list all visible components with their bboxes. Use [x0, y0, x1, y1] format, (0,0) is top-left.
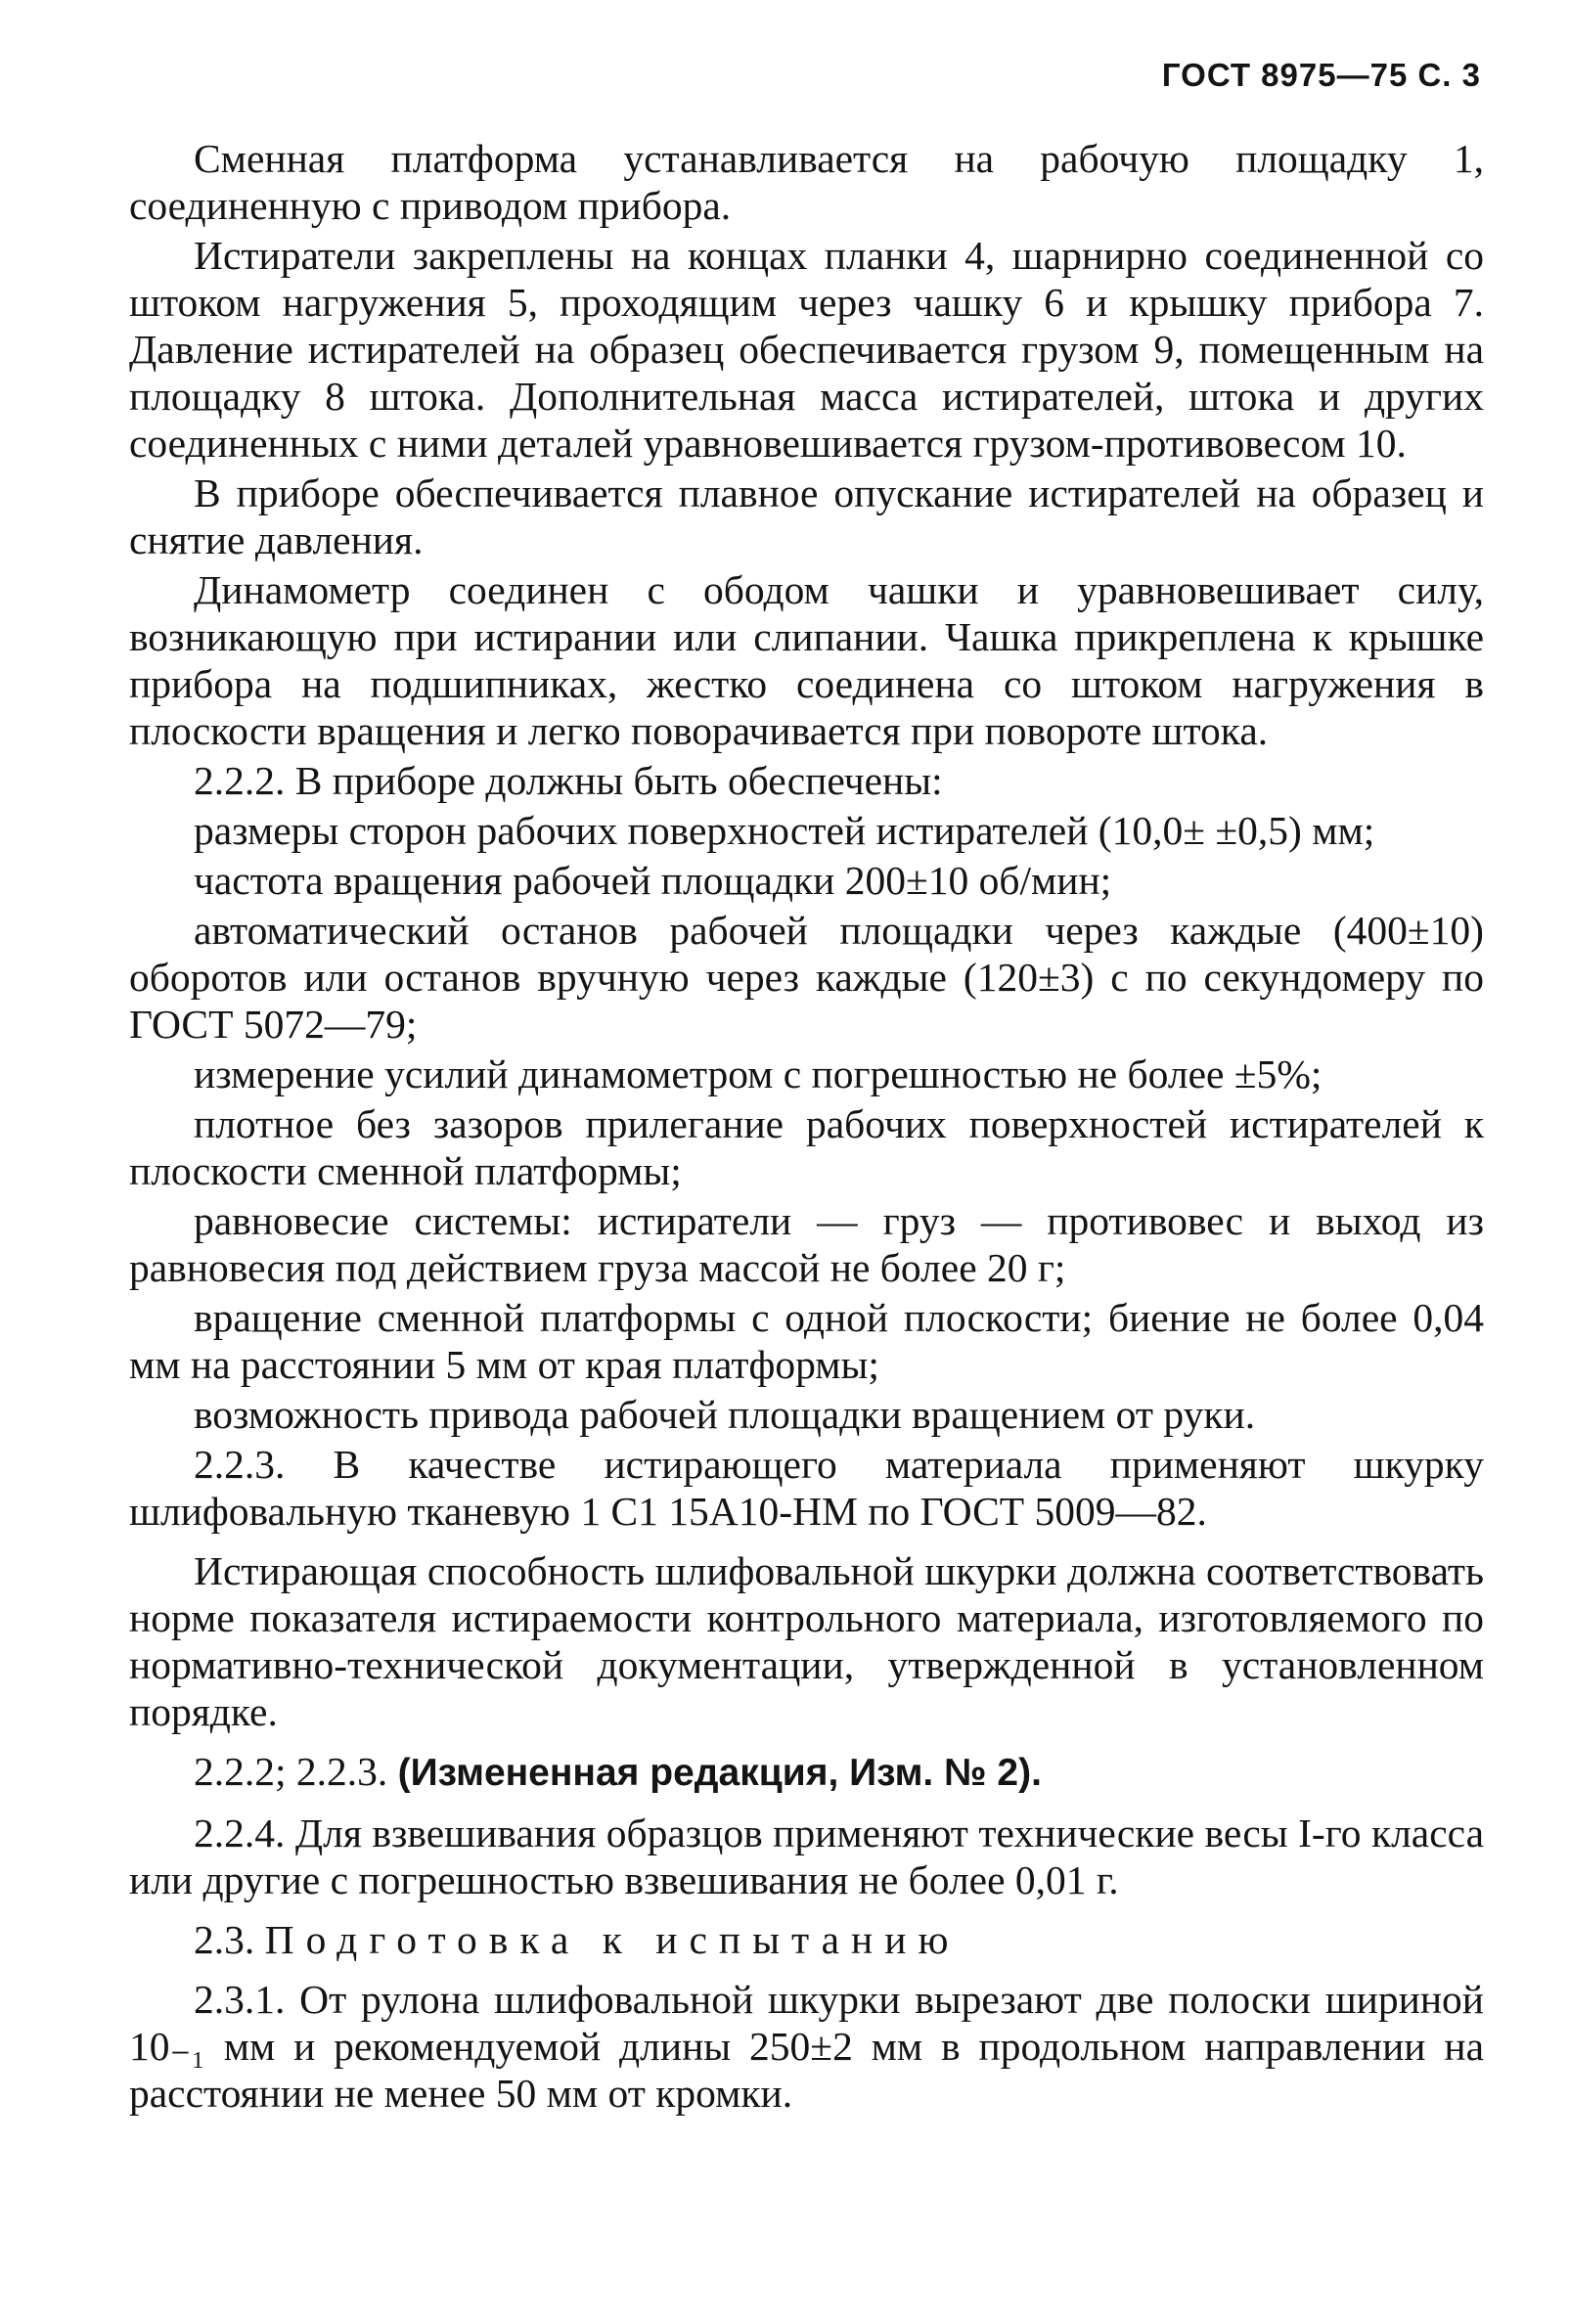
list-item: автоматический останов рабочей площадки через каждые (400±10) оборотов или останов вручную через каждые (120±3) с по секундомеру по ГОСТ 5072—79; — [129, 908, 1484, 1047]
list-item: равновесие системы: истиратели — груз — противовес и выход из равновесия под действием груза массой не более 20 г; — [129, 1198, 1484, 1290]
paragraph: В приборе обеспечивается плавное опускание истирателей на образец и снятие давления. — [129, 470, 1484, 562]
list-item: вращение сменной платформы с одной плоскости; биение не более 0,04 мм на расстоянии 5 мм от края платформы; — [129, 1295, 1484, 1387]
list-item: размеры сторон рабочих поверхностей истирателей (10,0± ±0,5) мм; — [194, 808, 1375, 853]
page-header: ГОСТ 8975—75 С. 3 — [1161, 57, 1481, 93]
paragraph: Сменная платформа устанавливается на рабочую площадку 1, соединенную с приводом прибора. — [129, 136, 1484, 228]
section-heading — [129, 1916, 1484, 1963]
document-body — [129, 135, 1484, 2120]
list-item: частота вращения рабочей площадки 200±10 об/мин; — [194, 858, 1112, 903]
list-item: измерение усилий динамометром с погрешностью не более ±5%; — [194, 1051, 1322, 1096]
paragraph: Динамометр соединен с ободом чашки и уравновешивает силу, возникающую при истирании или слипании. Чашка прикреплена к крышке прибора на подшипниках, жестко соединена со штоком нагружения в плоскости вращения и легко поворачивается при повороте штока. — [129, 567, 1484, 753]
paragraph: Истиратели закреплены на концах планки 4, шарнирно соединенной со штоком нагружения 5, проходящим через чашку 6 и крышку прибора 7. Давление истирателей на образец обеспечивается грузом 9, помещенным на площадку 8 штока. Дополнительная масса истирателей, штока и других соединенных с ними деталей уравновешивается грузом-противовесом 10. — [129, 233, 1484, 466]
amendment-note — [129, 1748, 1484, 1797]
clause-2-3-1: 2.3.1. От рулона шлифовальной шкурки вырезают две полоски шириной 10₋₁ мм и рекомендуемой длины 250±2 мм в продольном направлении на расстоянии не менее 50 мм от кромки. — [129, 1977, 1484, 2116]
amendment-bold: (Измененная редакция, Изм. № 2). — [397, 1752, 1042, 1794]
clause-2-2-3: 2.2.3. В качестве истирающего материала применяют шкурку шлифовальную тканевую 1 С1 15А10-НМ по ГОСТ 5009—82. — [129, 1442, 1484, 1534]
clause-2-2-4: 2.2.4. Для взвешивания образцов применяют технические весы I-го класса или другие с погрешностью взвешивания не более 0,01 г. — [129, 1810, 1484, 1902]
section-number: 2.3. — [194, 1917, 265, 1962]
section-title: Подготовка к испытанию — [264, 1917, 961, 1962]
list-item: плотное без зазоров прилегание рабочих поверхностей истирателей к плоскости сменной платформы; — [129, 1101, 1484, 1193]
amendment-prefix: 2.2.2; 2.2.3. — [194, 1749, 398, 1794]
paragraph: Истирающая способность шлифовальной шкурки должна соответствовать норме показателя истираемости контрольного материала, изготовляемого по нормативно-технической документации, утвержденной в установленном порядке. — [129, 1548, 1484, 1734]
list-item: возможность привода рабочей площадки вращением от руки. — [194, 1392, 1256, 1437]
clause-2-2-2: 2.2.2. В приборе должны быть обеспечены: — [194, 758, 943, 803]
